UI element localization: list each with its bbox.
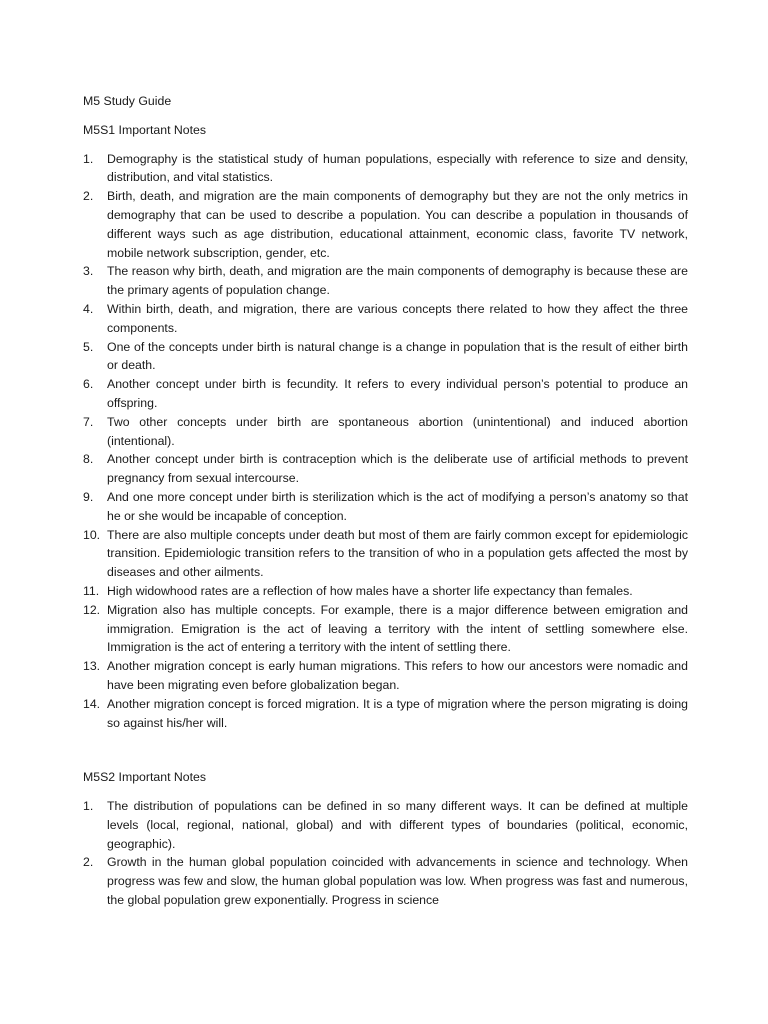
- item-text: One of the concepts under birth is natural change is a change in population that is the result of either birth or death.: [107, 339, 688, 373]
- item-number: 14.: [83, 696, 101, 711]
- list-item: [83, 300, 688, 338]
- item-number: 7.: [83, 414, 94, 429]
- item-text: The reason why birth, death, and migration are the main components of demography is because these are the primary agents of population change.: [107, 264, 688, 298]
- item-text: There are also multiple concepts under death but most of them are fairly common except for epidemiologic transition. Epidemiologic transition refers to the transition of who in a population gets affected the most by diseases and other ailments.: [107, 527, 688, 580]
- item-text: Another migration concept is forced migration. It is a type of migration where the person migrating is doing so against his/her will.: [107, 696, 688, 730]
- item-number: 2.: [83, 189, 94, 204]
- item-number: 3.: [83, 264, 94, 279]
- item-number: 5.: [83, 339, 94, 354]
- section-heading: M5S1 Important Notes: [83, 122, 207, 137]
- list-item: [83, 488, 688, 526]
- item-text: Within birth, death, and migration, there are various concepts there related to how they affect the three components.: [107, 301, 688, 335]
- notes-list: [83, 150, 688, 733]
- section-m5s1: [83, 121, 688, 733]
- item-text: And one more concept under birth is sterilization which is the act of modifying a person’s anatomy so that he or she would be incapable of conception.: [107, 489, 688, 523]
- item-text: Birth, death, and migration are the main components of demography but they are not the only metrics in demography that can be used to describe a population. You can describe a population in thousands of different ways such as age distribution, educational attainment, economic class, favorite TV network, mobile network subscription, gender, etc.: [107, 189, 688, 260]
- section-heading: M5S2 Important Notes: [83, 770, 207, 785]
- item-text: Migration also has multiple concepts. For example, there is a major difference between emigration and immigration. Emigration is the act of leaving a territory with the intent of settling somewhere else. Immigration is the act of entering a territory with the intent of settling there.: [107, 602, 688, 655]
- item-number: 6.: [83, 377, 94, 392]
- item-text: The distribution of populations can be defined in so many different ways. It can be defined at multiple levels (local, regional, national, global) and with different types of boundaries (political, economic, geographic).: [107, 799, 688, 851]
- item-number: 1.: [83, 151, 94, 166]
- item-number: 8.: [83, 452, 94, 467]
- notes-list: [83, 797, 688, 910]
- item-text: Another migration concept is early human migrations. This refers to how our ancestors were nomadic and have been migrating even before globalization began.: [107, 659, 688, 692]
- list-item: [83, 338, 688, 376]
- item-number: 11.: [83, 583, 100, 598]
- item-text: Growth in the human global population coincided with advancements in science and technology. When progress was few and slow, the human global population was low. When progress was fast and numerous, the global population grew exponentially. Progress in science: [107, 855, 688, 908]
- list-item: [83, 375, 688, 413]
- list-item: [83, 797, 688, 853]
- list-item: [83, 262, 688, 300]
- item-text: Another concept under birth is fecundity. It refers to every individual person’s potential to produce an offspring.: [107, 377, 688, 410]
- item-text: Two other concepts under birth are spontaneous abortion (unintentional) and induced abortion (intentional).: [107, 414, 688, 448]
- item-text: Another concept under birth is contraception which is the deliberate use of artificial methods to prevent pregnancy from sexual intercourse.: [107, 452, 688, 486]
- item-number: 1.: [83, 799, 94, 814]
- document-title: M5 Study Guide: [83, 94, 172, 108]
- list-item: [83, 413, 688, 451]
- list-item: [83, 187, 688, 262]
- item-number: 2.: [83, 855, 94, 870]
- list-item: [83, 582, 688, 601]
- item-number: 12.: [83, 602, 101, 617]
- list-item: [83, 601, 688, 657]
- item-number: 4.: [83, 301, 94, 316]
- item-text: Demography is the statistical study of human populations, especially with reference to size and density, distribution, and vital statistics.: [107, 151, 688, 185]
- item-text: High widowhood rates are a reflection of how males have a shorter life expectancy than females.: [107, 583, 633, 598]
- section-m5s2: [83, 768, 688, 910]
- list-item: [83, 526, 688, 582]
- list-item: [83, 853, 688, 909]
- item-number: 10.: [83, 527, 101, 542]
- list-item: [83, 657, 688, 695]
- list-item: [83, 695, 688, 733]
- list-item: [83, 150, 688, 188]
- item-number: 13.: [83, 659, 101, 674]
- section-spacer: [83, 732, 688, 768]
- list-item: [83, 450, 688, 488]
- item-number: 9.: [83, 489, 94, 504]
